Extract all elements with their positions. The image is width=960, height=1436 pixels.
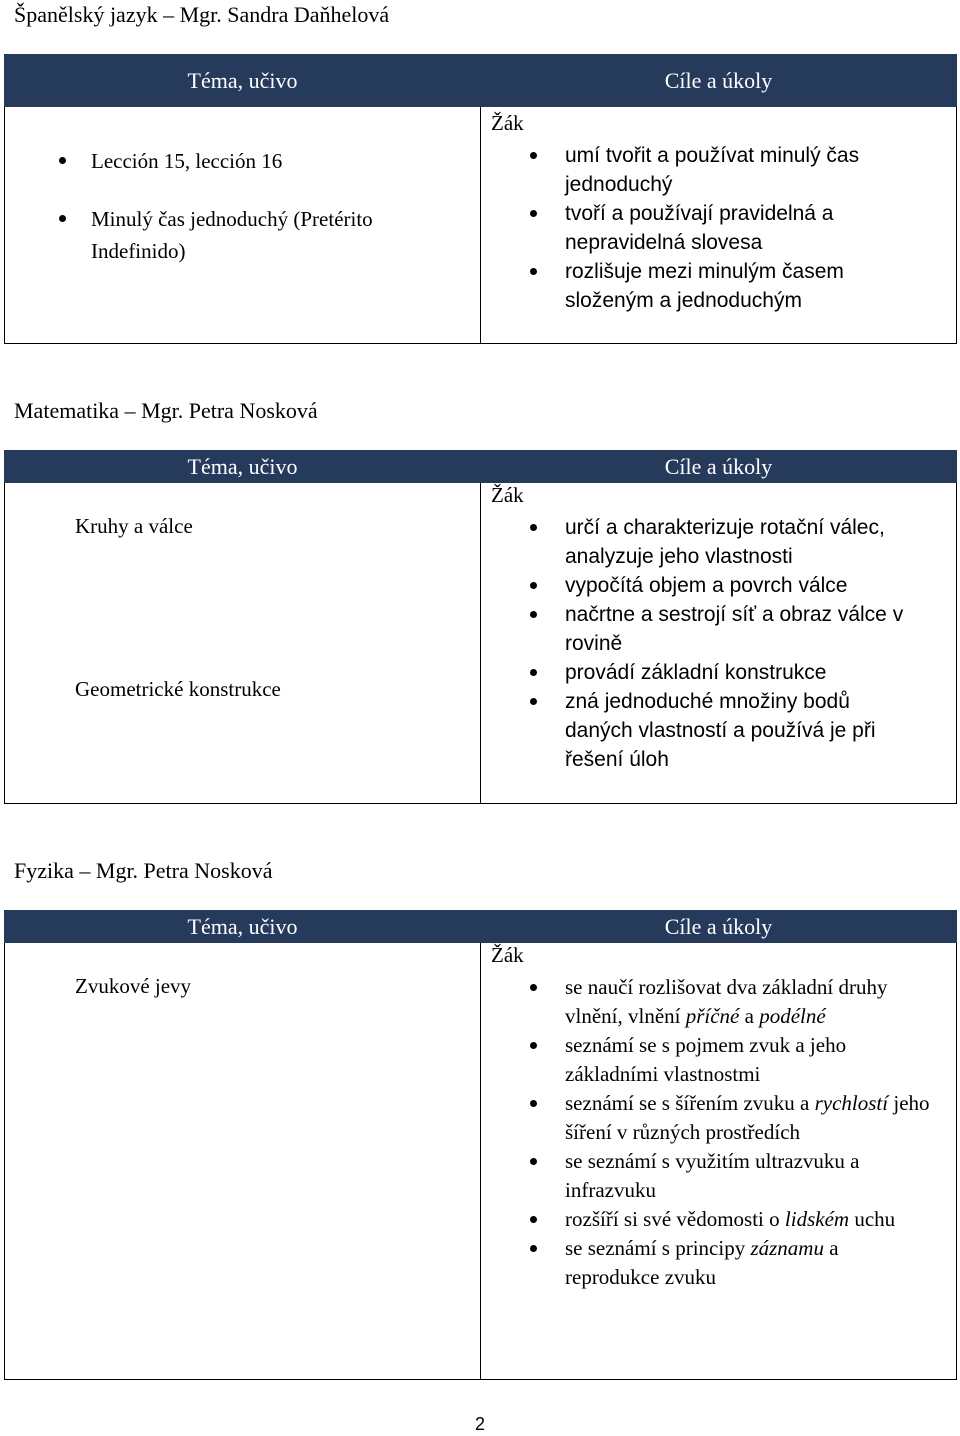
goal-item: určí a charakterizuje rotační válec, analyzuje jeho vlastnosti (481, 513, 916, 571)
goal-item: zná jednoduché množiny bodů daných vlastností a používá je při řešení úloh (481, 687, 916, 774)
topic-item: Zvukové jevy (75, 974, 192, 998)
syllabus-table-math (4, 450, 957, 804)
goal-text: se naučí rozlišovat dva základní druhy vlnění, vlnění (565, 975, 888, 1028)
student-label: Žák (491, 943, 524, 967)
syllabus-table-spanish (4, 54, 957, 344)
goal-text: rozšíří si své vědomosti o (565, 1207, 785, 1231)
section-heading-spanish: Španělský jazyk – Mgr. Sandra Daňhelová (14, 2, 390, 27)
goal-item: rozlišuje mezi minulým časem složeným a jednoduchým (481, 257, 906, 315)
goal-item: načrtne a sestrojí síť a obraz válce v rovině (481, 600, 916, 658)
student-label: Žák (491, 111, 524, 135)
topic-item: Geometrické konstrukce (75, 677, 281, 701)
goals-list (481, 513, 956, 774)
goal-item (481, 1089, 936, 1147)
goal-item: vypočítá objem a povrch válce (481, 571, 916, 600)
goal-term: záznamu (750, 1236, 824, 1260)
goal-text: a (739, 1004, 760, 1028)
topic-item: Kruhy a válce (75, 514, 193, 538)
goal-item (481, 1031, 936, 1089)
topic-cell (5, 943, 481, 1380)
topic-list (5, 145, 480, 267)
goal-text: uchu (849, 1207, 896, 1231)
goal-term: podélné (759, 1004, 826, 1028)
goal-text: seznámí se s pojmem zvuk a jeho základními vlastnostmi (565, 1033, 847, 1086)
student-label: Žák (491, 483, 524, 507)
header-topic: Téma, učivo (5, 911, 481, 943)
goal-term: rychlostí (814, 1091, 889, 1115)
goals-list (481, 973, 956, 1292)
header-goals: Cíle a úkoly (481, 55, 957, 107)
header-topic: Téma, učivo (5, 451, 481, 483)
goal-text: jeho šíření v různých prostředích (565, 1091, 930, 1144)
topic-item: Lección 15, lección 16 (5, 145, 480, 177)
goal-item (481, 1234, 936, 1292)
goal-item (481, 973, 936, 1031)
header-topic: Téma, učivo (5, 55, 481, 107)
goal-item: provádí základní konstrukce (481, 658, 916, 687)
goal-term: lidském (784, 1207, 850, 1231)
goal-text: a reprodukce zvuku (565, 1236, 839, 1289)
goals-cell (481, 943, 957, 1380)
section-heading-physics: Fyzika – Mgr. Petra Nosková (14, 858, 273, 883)
topic-item: Minulý čas jednoduchý (Pretérito Indefinido) (5, 203, 480, 267)
syllabus-table-physics (4, 910, 957, 1380)
goals-cell (481, 107, 957, 344)
goals-list (481, 141, 956, 315)
goal-item (481, 1205, 936, 1234)
goal-term: příčné (685, 1004, 740, 1028)
goal-text: se seznámí s využitím ultrazvuku a infrazvuku (565, 1149, 860, 1202)
goal-text: seznámí se s šířením zvuku a (565, 1091, 815, 1115)
goal-text: se seznámí s principy (565, 1236, 751, 1260)
section-heading-math: Matematika – Mgr. Petra Nosková (14, 398, 318, 423)
goal-item (481, 1147, 936, 1205)
topic-cell (5, 483, 481, 804)
header-goals: Cíle a úkoly (481, 911, 957, 943)
page-number: 2 (474, 1414, 485, 1434)
goal-item: umí tvořit a používat minulý čas jednoduchý (481, 141, 906, 199)
goal-item: tvoří a používají pravidelná a nepravidelná slovesa (481, 199, 906, 257)
topic-cell (5, 107, 481, 344)
header-goals: Cíle a úkoly (481, 451, 957, 483)
goals-cell (481, 483, 957, 804)
